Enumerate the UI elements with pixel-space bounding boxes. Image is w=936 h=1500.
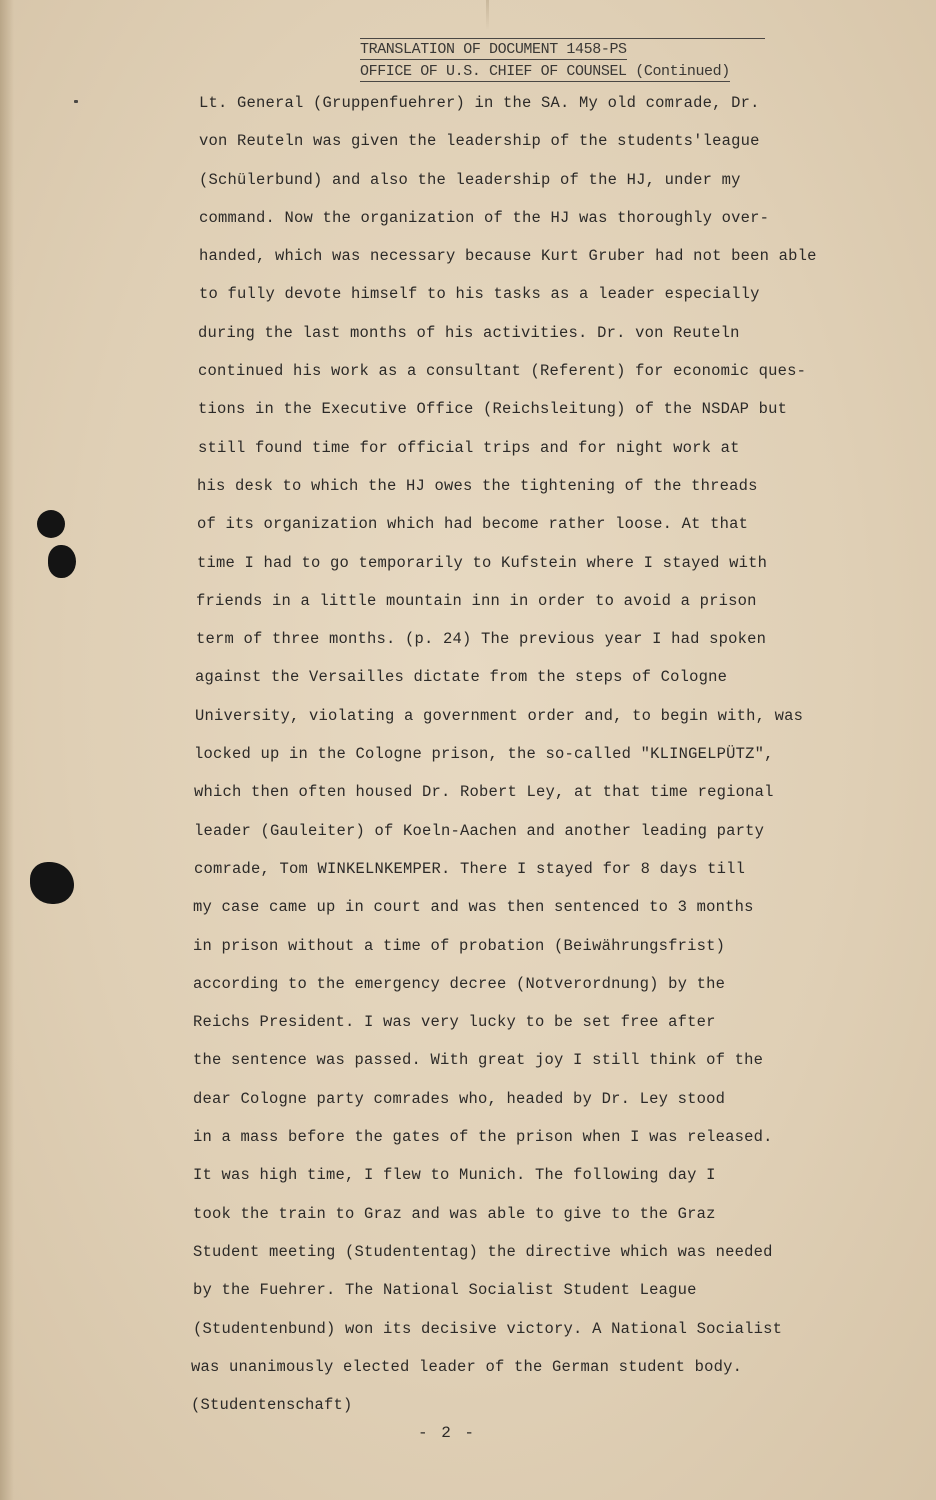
text-line: the sentence was passed. With great joy I still think of the <box>193 1051 764 1070</box>
text-line: tions in the Executive Office (Reichsleitung) of the NSDAP but <box>198 400 788 419</box>
text-line: (Schülerbund) and also the leadership of the HJ, under my <box>199 170 741 189</box>
text-line: during the last months of his activities. Dr. von Reuteln <box>198 323 740 342</box>
text-line: Reichs President. I was very lucky to be set free after <box>193 1013 716 1032</box>
header-title: TRANSLATION OF DOCUMENT 1458-PS <box>360 41 627 58</box>
text-line: von Reuteln was given the leadership of the students'league <box>199 132 760 151</box>
text-line: term of three months. (p. 24) The previous year I had spoken <box>196 630 767 649</box>
text-line: It was high time, I flew to Munich. The following day I <box>193 1166 716 1185</box>
text-line: by the Fuehrer. The National Socialist Student League <box>193 1281 697 1300</box>
text-line: in prison without a time of probation (Beiwährungsfrist) <box>193 936 726 955</box>
punch-hole <box>30 862 74 904</box>
document-body <box>193 88 853 1428</box>
text-line: my case came up in court and was then sentenced to 3 months <box>193 898 754 917</box>
text-line: command. Now the organization of the HJ was thoroughly over- <box>199 208 770 227</box>
text-line: University, violating a government order and, to begin with, was <box>195 706 804 725</box>
paper-edge <box>0 0 14 1500</box>
document-header <box>360 38 780 82</box>
text-line: comrade, Tom WINKELNKEMPER. There I stayed for 8 days till <box>194 859 746 878</box>
text-line: to fully devote himself to his tasks as a leader especially <box>199 285 760 304</box>
text-line: dear Cologne party comrades who, headed by Dr. Ley stood <box>193 1089 726 1108</box>
text-line: took the train to Graz and was able to give to the Graz <box>193 1204 716 1223</box>
text-line: handed, which was necessary because Kurt Gruber had not been able <box>199 247 817 266</box>
text-line: locked up in the Cologne prison, the so-called "KLINGELPÜTZ", <box>194 745 774 764</box>
text-line: was unanimously elected leader of the German student body. <box>191 1357 743 1376</box>
text-line: continued his work as a consultant (Referent) for economic ques- <box>198 362 807 381</box>
paper-fold-mark <box>486 0 489 30</box>
punch-hole <box>48 545 76 578</box>
text-line: still found time for official trips and for night work at <box>198 438 740 457</box>
text-line: (Studentenbund) won its decisive victory. A National Socialist <box>193 1319 783 1338</box>
text-line: of its organization which had become rather loose. At that <box>197 515 749 534</box>
text-line: time I had to go temporarily to Kufstein where I stayed with <box>197 553 768 572</box>
header-rule <box>360 38 765 39</box>
text-line: his desk to which the HJ owes the tightening of the threads <box>197 476 758 495</box>
margin-mark <box>74 100 78 103</box>
text-line: against the Versailles dictate from the steps of Cologne <box>195 668 728 687</box>
text-line: in a mass before the gates of the prison when I was released. <box>193 1128 773 1147</box>
punch-hole <box>37 510 65 538</box>
text-line: friends in a little mountain inn in order to avoid a prison <box>196 591 757 610</box>
text-line: leader (Gauleiter) of Koeln-Aachen and another leading party <box>194 821 765 840</box>
text-line: Lt. General (Gruppenfuehrer) in the SA. My old comrade, Dr. <box>199 94 760 112</box>
page-number: - 2 - <box>418 1424 477 1442</box>
text-line: which then often housed Dr. Robert Ley, at that time regional <box>194 783 774 802</box>
text-line: Student meeting (Studententag) the directive which was needed <box>193 1242 773 1261</box>
text-line: according to the emergency decree (Notverordnung) by the <box>193 974 726 993</box>
header-office: OFFICE OF U.S. CHIEF OF COUNSEL (Continued) <box>360 63 730 80</box>
text-line: (Studentenschaft) <box>191 1396 353 1415</box>
